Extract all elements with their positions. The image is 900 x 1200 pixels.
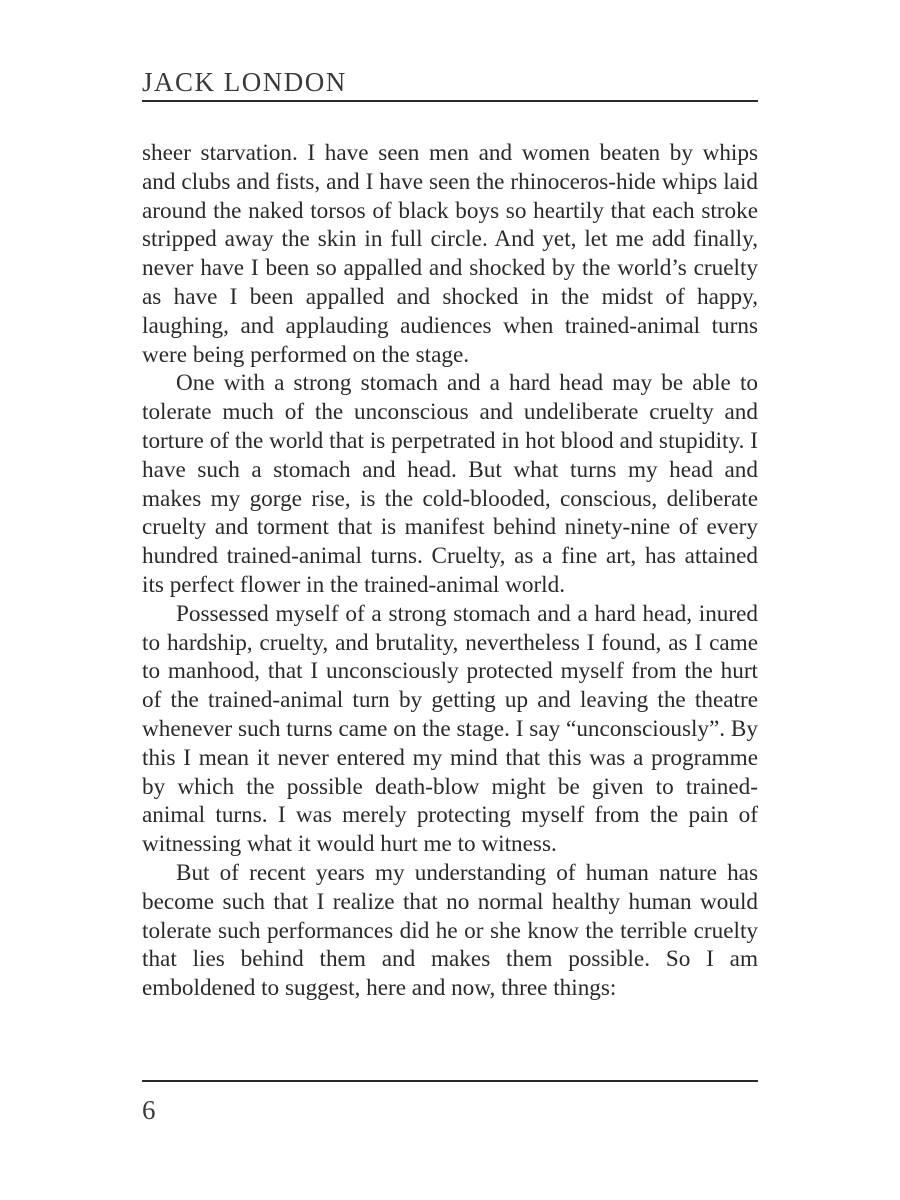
- body-text: [142, 139, 758, 1003]
- header-rule: [142, 100, 758, 102]
- paragraph-3: Possessed myself of a strong stomach and a hard head, inured to hardship, cruelty, and brutality, nevertheless I found, as I came to manhood, that I unconsciously protected myself from the hurt of the trained-animal turn by getting up and leaving the theatre whenever such turns came on the stage. I say “unconsciously”. By this I mean it never entered my mind that this was a programme by which the possible death-blow might be given to trained-animal turns. I was merely protecting myself from the pain of witnessing what it would hurt me to witness.: [142, 600, 758, 858]
- page-number: 6: [142, 1095, 156, 1125]
- paragraph-4: But of recent years my understanding of human nature has become such that I realize that no normal healthy human would tolerate such performances did he or she know the terrible cruelty that lies behind them and makes them possible. So I am emboldened to suggest, here and now, three things:: [142, 859, 758, 1002]
- running-head: JACK LONDON: [142, 67, 347, 97]
- footer-rule: [142, 1080, 758, 1082]
- paragraph-2: One with a strong stomach and a hard head may be able to tolerate much of the unconscious and undeliberate cruelty and torture of the world that is perpetrated in hot blood and stupidity. I have such a stomach and head. But what turns my head and makes my gorge rise, is the cold-blooded, conscious, deliberate cruelty and torment that is manifest behind ninety-nine of every hundred trained-animal turns. Cruelty, as a fine art, has attained its perfect flower in the trained-animal world.: [142, 370, 758, 598]
- paragraph-1: sheer starvation. I have seen men and women beaten by whips and clubs and fists, and I have seen the rhinoceros-hide whips laid around the naked torsos of black boys so heartily that each stroke stripped away the skin in full circle. And yet, let me add finally, never have I been so appalled and shocked by the world’s cruelty as have I been appalled and shocked in the midst of happy, laughing, and applauding audiences when trained-animal turns were being performed on the stage.: [142, 140, 758, 368]
